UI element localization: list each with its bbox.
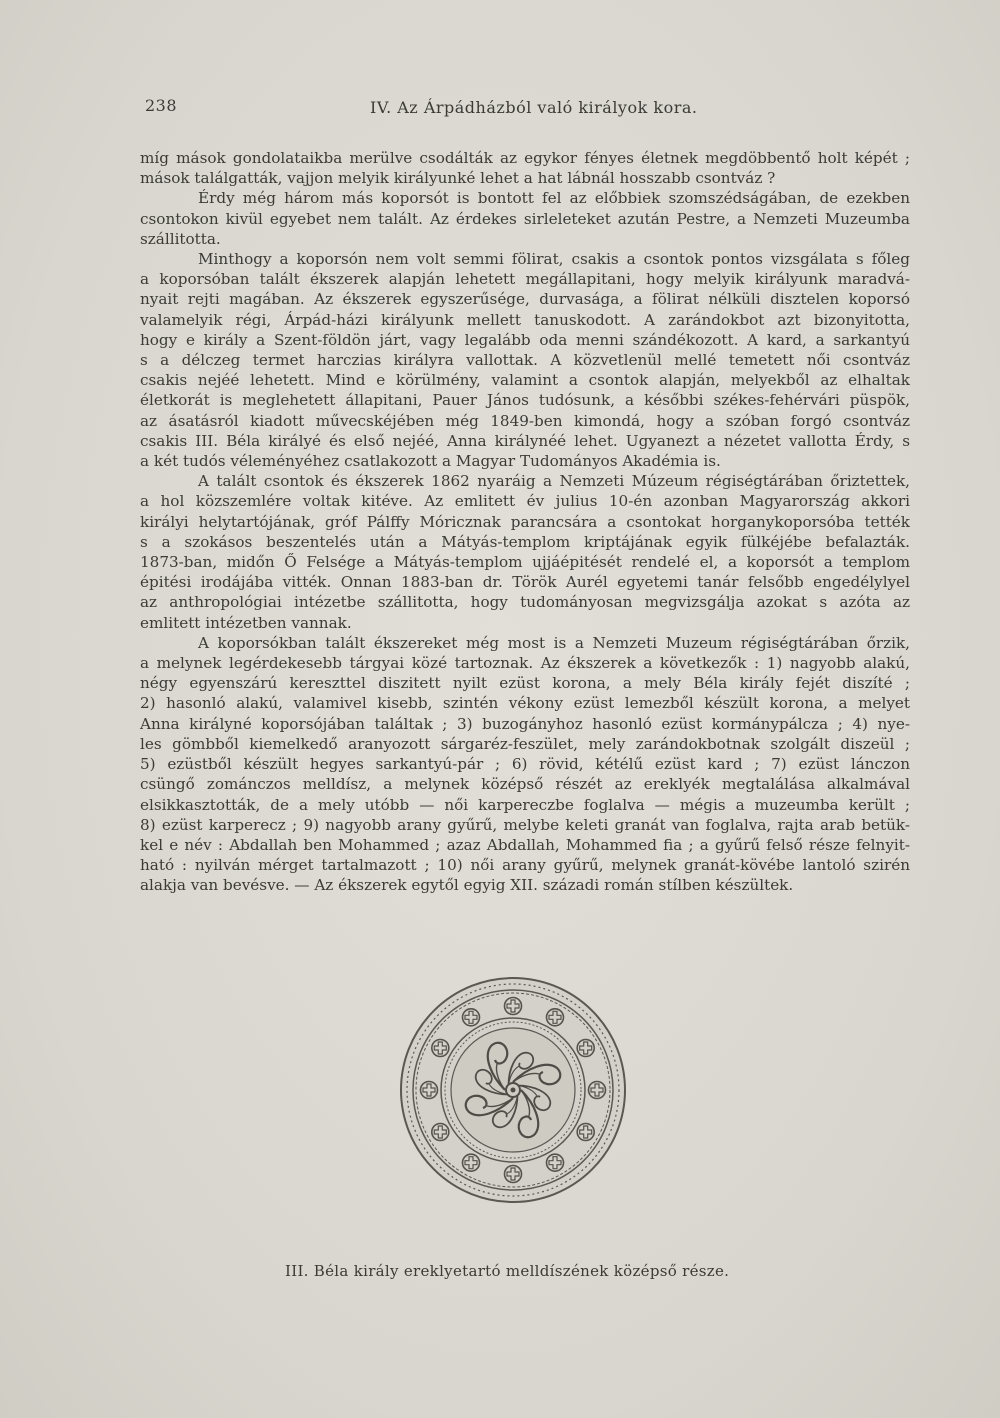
text-line: A talált csontok és ékszerek 1862 nyaráig a Nemzeti Múzeum régiségtárában őriztettek, (198, 472, 910, 491)
text-line: életkorát is meglehetett állapitani, Pauer János tudósunk, a későbbi székes-fehérvári püspök, (140, 391, 910, 410)
text-line: csüngő zománczos melldísz, a melynek középső részét az ereklyék megtalálása alkalmával (140, 775, 910, 794)
figure-caption: III. Béla király ereklyetartó melldíszének középső része. (285, 1262, 730, 1280)
page-number: 238 (145, 96, 178, 115)
text-line: épitési irodájába vitték. Onnan 1883-ban dr. Török Aurél egyetemi tanár felsőbb engedélylyel (140, 573, 910, 592)
text-line: 2) hasonló alakú, valamivel kisebb, szintén vékony ezüst lemezből készült korona, a melyet (140, 694, 910, 713)
text-line: Érdy még három más koporsót is bontott fel az előbbiek szomszédságában, de ezekben (198, 189, 910, 208)
text-line: s a szokásos beszentelés után a Mátyás-templom kriptájának egyik fülkéjébe befalazták. (140, 532, 910, 551)
circular-ornament-icon (398, 975, 628, 1205)
paragraph (140, 148, 910, 188)
text-line: a hol közszemlére voltak kitéve. Az emlitett év julius 10-én azonban Magyarország akkori (140, 492, 910, 511)
text-line: 5) ezüstből készült hegyes sarkantyú-pár ; 6) rövid, kétélű ezüst kard ; 7) ezüst lánczon (140, 755, 910, 774)
text-line: szállitotta. (140, 229, 221, 248)
text-line: csontokon kivül egyebet nem talált. Az érdekes sirleleteket azután Pestre, a Nemzeti Muzeumba (140, 209, 910, 228)
text-line: kel e név : Abdallah ben Mohammed ; azaz Abdallah, Mohammed fia ; a gyűrű felső része felnyit- (140, 835, 910, 854)
text-line: s a délczeg termet harczias királyra vallottak. A közvetlenül mellé temetett női csontváz (140, 351, 910, 370)
text-line: ható : nyilván mérget tartalmazott ; 10) női arany gyűrű, melynek granát-kövébe lantoló szirén (140, 856, 910, 875)
paragraph (140, 188, 910, 249)
text-line: 1873-ban, midőn Ő Felsége a Mátyás-templom ujjáépitését rendelé el, a koporsót a templom (140, 553, 910, 572)
text-line: valamelyik régi, Árpád-házi királyunk mellett tanuskodott. A zarándokbot azt bizonyitotta, (140, 310, 910, 329)
text-line: 8) ezüst karperecz ; 9) nagyobb arany gyűrű, melybe keleti granát van foglalva, rajta arab betük- (140, 815, 910, 834)
text-line: les gömbből kiemelkedő aranyozott sárgaréz-feszület, mely zarándokbotnak szolgált diszeül ; (140, 734, 910, 753)
text-line: csakis nejéé lehetett. Mind e körülmény, valamint a csontok alapján, melyekből az elhaltak (140, 371, 910, 390)
running-title: IV. Az Árpádházból való királyok kora. (370, 98, 698, 117)
text-line: emlitett intézetben vannak. (140, 613, 352, 632)
page-header (145, 96, 745, 126)
text-line: Minthogy a koporsón nem volt semmi fölirat, csakis a csontok pontos vizsgálata s főleg (198, 250, 910, 269)
text-line: a koporsóban talált ékszerek alapján lehetett megállapitani, hogy melyik királyunk maradvá- (140, 270, 910, 289)
text-line: alakja van bevésve. — Az ékszerek egytől egyig XII. századi román stílben készültek. (140, 876, 794, 895)
text-line: királyi helytartójának, gróf Pálffy Móricznak parancsára a csontokat horganykoporsóba tették (140, 512, 910, 531)
text-line: a melynek legérdekesebb tárgyai közé tartoznak. Az ékszerek a következők : 1) nagyobb alakú, (140, 654, 910, 673)
text-line: nyait rejti magában. Az ékszerek egyszerűsége, durvasága, a fölirat nélküli disztelen koporsó (140, 290, 910, 309)
text-line: az ásatásról kiadott művecskéjében még 1849-ben kimondá, hogy a szóban forgó csontváz (140, 411, 910, 430)
text-line: elsikkasztották, de a mely utóbb — női karpereczbe foglalva — mégis a muzeumba került ; (140, 795, 910, 814)
text-line: Anna királyné koporsójában találtak ; 3) buzogányhoz hasonló ezüst kormánypálcza ; 4) nye- (140, 714, 910, 733)
text-line: mások találgatták, vajjon melyik királyunké lehet a hat lábnál hosszabb csontváz ? (140, 169, 776, 188)
paragraph (140, 471, 910, 633)
text-line: csakis III. Béla királyé és első nejéé, Anna királynéé lehet. Ugyanezt a nézetet vallotta Érdy, s (140, 431, 910, 450)
text-line: hogy e király a Szent-földön járt, vagy legalább oda menni szándékozott. A kard, a sarkantyú (140, 330, 910, 349)
text-line: A koporsókban talált ékszereket még most is a Nemzeti Muzeum régiségtárában őrzik, (198, 633, 910, 652)
paragraph (140, 633, 910, 896)
body-text (140, 148, 910, 896)
text-line: az anthropológiai intézetbe szállitotta, hogy tudományosan megvizsgálja azokat s azóta az (140, 593, 910, 612)
paragraph (140, 249, 910, 471)
text-line: míg mások gondolataikba merülve csodálták az egykor fényes életnek megdöbbentő holt képét ; (140, 149, 910, 167)
text-line: négy egyenszárú kereszttel diszitett nyilt ezüst korona, a mely Béla király fejét diszíté ; (140, 674, 910, 693)
text-line: a két tudós véleményéhez csatlakozott a Magyar Tudományos Akadémia is. (140, 452, 721, 471)
